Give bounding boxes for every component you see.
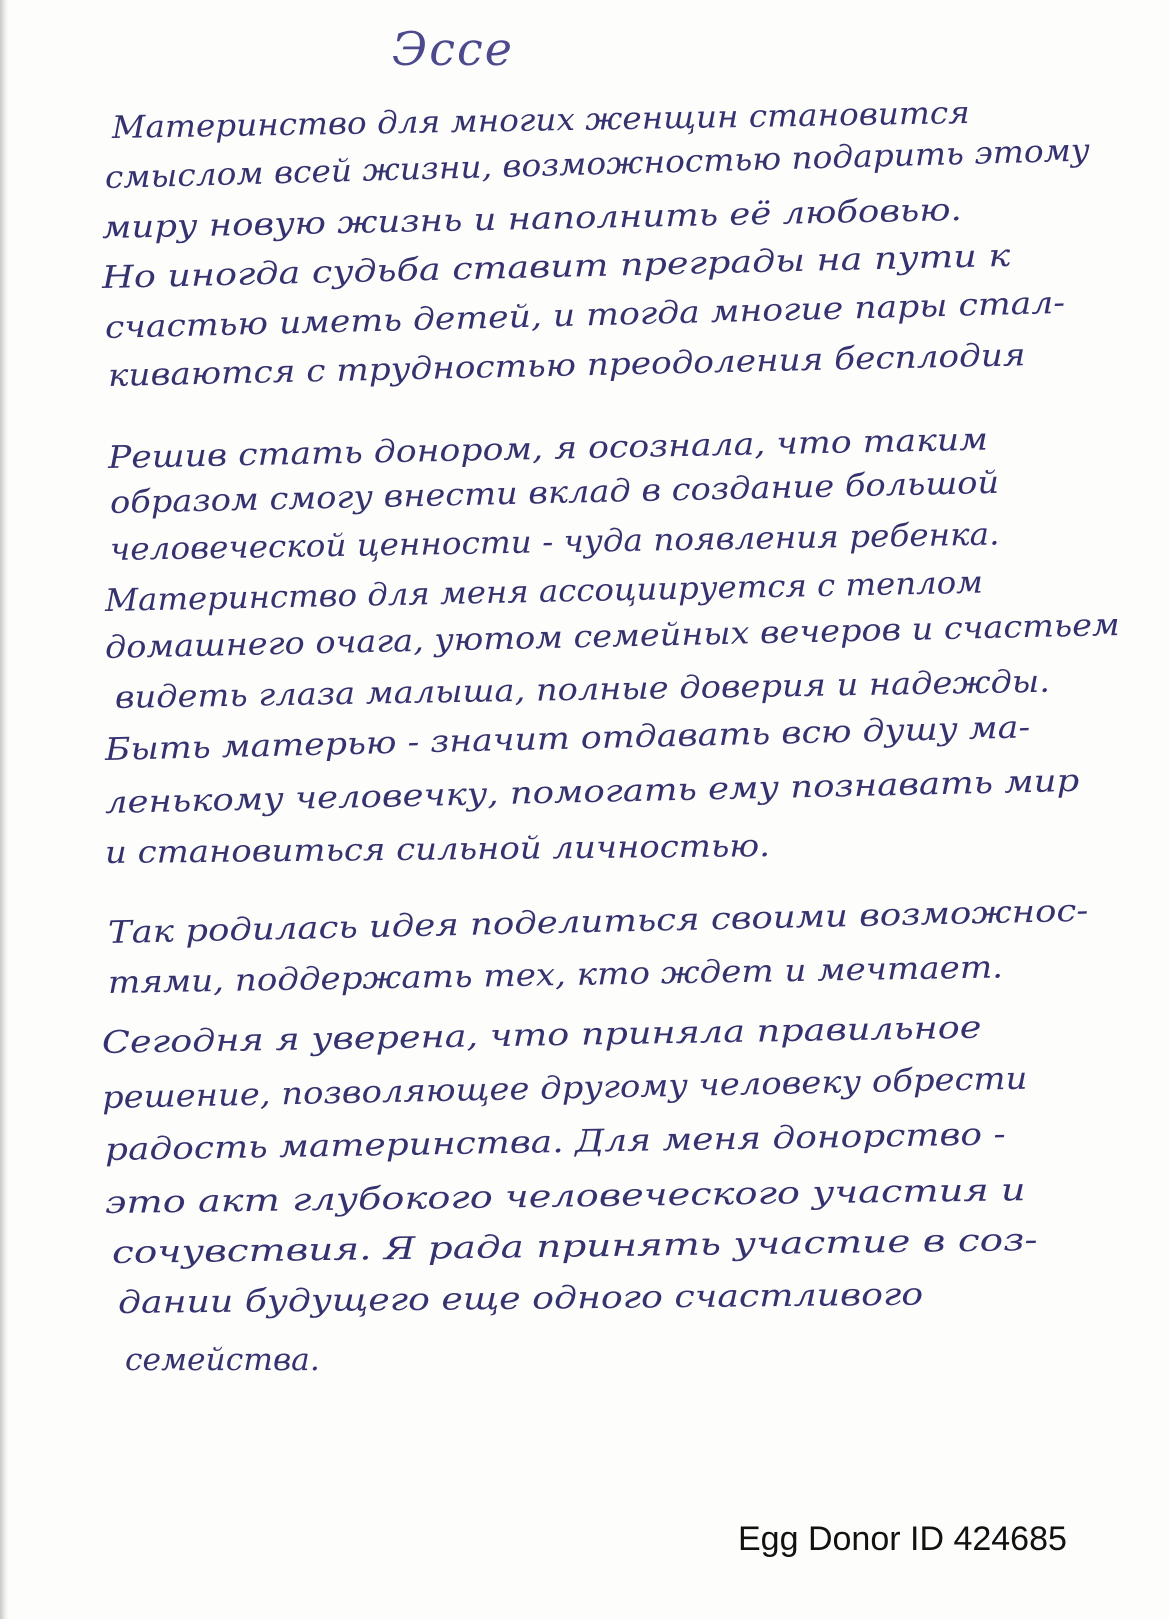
essay-line: смыслом всей жизни, возможностью подарить этому — [104, 132, 1091, 196]
essay-line: видеть глаза малыша, полные доверия и надежды. — [114, 663, 1051, 716]
essay-line: сочувствия. Я рада принять участие в соз- — [111, 1222, 1038, 1271]
essay-line: дании будущего еще одного счастливого — [117, 1276, 924, 1321]
essay-line: и становиться сильной личностью. — [104, 828, 771, 871]
essay-line: человеческой ценности - чуда появления ребенка. — [109, 516, 1000, 568]
essay-line: ленькому человечку, помогать ему познавать мир — [104, 762, 1080, 821]
essay-title: Эссе — [392, 22, 514, 76]
essay-line: Так родилась идея поделиться своими возможнос- — [107, 892, 1089, 951]
essay-line: миру новую жизнь и наполнить её любовью. — [101, 191, 963, 246]
essay-line: образом смогу внести вклад в создание большой — [109, 464, 1000, 521]
essay-line: радость материнства. Для меня донорство - — [104, 1116, 1006, 1168]
essay-line: Сегодня я уверена, что приняла правильное — [101, 1009, 982, 1061]
essay-line: Материнство для многих женщин становится — [111, 95, 971, 146]
paper-edge — [0, 0, 8, 1619]
donor-id-caption: Egg Donor ID 424685 — [738, 1520, 1067, 1558]
essay-line: Материнство для меня ассоциируется с теплом — [104, 564, 984, 619]
essay-line: счастью иметь детей, и тогда многие пары стал- — [104, 284, 1066, 346]
essay-line: домашнего очага, уютом семейных вечеров и счастьем — [104, 606, 1121, 666]
essay-line: киваются с трудностью преодоления бесплодия — [107, 337, 1026, 394]
essay-line: это акт глубокого человеческого участия и — [104, 1172, 1026, 1221]
essay-line: Быть матерью - значит отдавать всю душу ма- — [104, 709, 1031, 768]
essay-line: Но иногда судьба ставит преграды на пути к — [101, 237, 1011, 296]
essay-line: семейства. — [125, 1342, 320, 1378]
essay-line: решение, позволяющее другому человеку обрести — [101, 1060, 1028, 1116]
essay-line: тями, поддержать тех, кто ждет и мечтает. — [107, 949, 1004, 1001]
essay-line: Решив стать донором, я осознала, что таким — [107, 421, 989, 476]
